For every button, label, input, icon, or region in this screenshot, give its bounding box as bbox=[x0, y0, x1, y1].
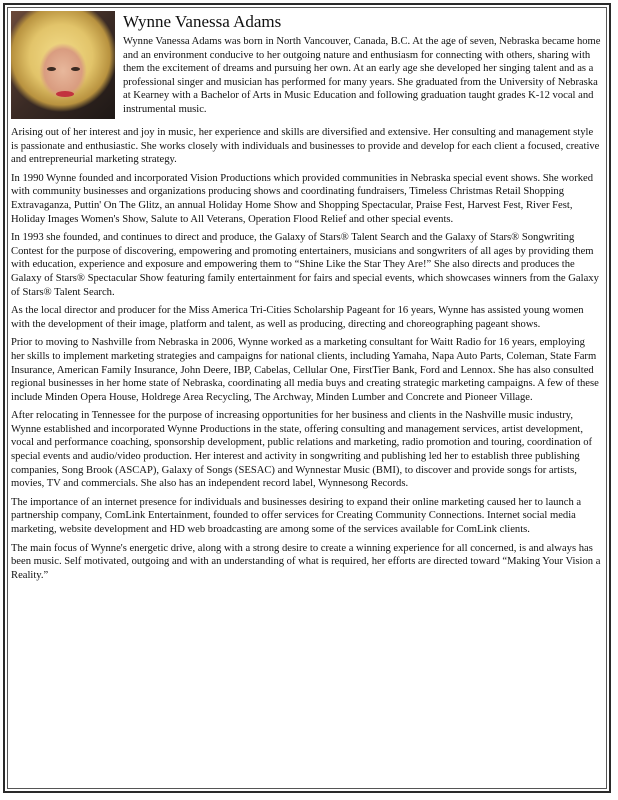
bio-paragraph: As the local director and producer for the Miss America Tri-Cities Scholarship Pageant for 16 years, Wynne has assisted young women with the development of their image, platform and talent, as well as producing, directing and choreographing pageant shows. bbox=[11, 305, 584, 330]
portrait-photo bbox=[11, 11, 115, 119]
bio-paragraph: The importance of an internet presence for individuals and businesses desiring to expand their online marketing caused her to launch a partnership company, ComLink Entertainment, founded to offer services for Creating Community Connections. Internet social media marketing, website development and HD web broadcasting are among some of the services available for ComLink clients. bbox=[11, 496, 582, 536]
biography-content bbox=[11, 11, 601, 582]
intro-paragraph: Wynne Vanessa Adams was born in North Vancouver, Canada, B.C. At the age of seven, Nebraska became home and an environment conducive to her outgoing nature and enthusiasm for connecting with others, sharing with them the excitement of dreams and pursuing her own. At an early age she developed her singing talent and as a professional singer and musician has performed for many years. She graduated from the University of Nebraska at Kearney with a Bachelor of Arts in Music Education and following graduation taught grades K-12 vocal and instrumental music. bbox=[123, 36, 601, 115]
bio-paragraph: In 1990 Wynne founded and incorporated Vision Productions which provided communities in Nebraska special event shows. She worked with community businesses and organizations producing shows and coordinating fundraisers, Timeless Christmas Retail Shopping Extravaganza, Puttin' On The Glitz, an annual Holiday Home Show and Shopping Spectacular, Praise Fest, Harvest Fest, River Fest, Holiday Images Women's Show, Salute to All Veterans, Operation Flood Relief and other special events. bbox=[11, 172, 594, 225]
bio-paragraph: After relocating in Tennessee for the purpose of increasing opportunities for her business and clients in the Nashville music industry, Wynne established and incorporated Wynne Productions in the state, offering consulting and management services, artist development, vocal and performance coaching, sponsorship development, public relations and marketing, radio promotion and touring, coordination of special events and audio/video production. Her interest and activity in songwriting and publishing led her to establish three publishing companies, Song Brook (ASCAP), Galaxy of Songs (SESAC) and Wynnestar Music (BMI), to discover and provide songs for artists, movies, TV and commercials. She also has an independent record label, Wynnesong Records. bbox=[11, 410, 593, 490]
bio-paragraph: Arising out of her interest and joy in music, her experience and skills are diversified and extensive. Her consulting and management style is passionate and enthusiastic. She works closely with individuals and businesses to provide and develop for each client a focused, creative and entrepreneurial marketing strategy. bbox=[11, 127, 600, 166]
portrait-lips bbox=[56, 91, 74, 97]
portrait-eye-left bbox=[47, 67, 56, 71]
person-name-heading: Wynne Vanessa Adams bbox=[123, 12, 282, 31]
portrait-eye-right bbox=[71, 67, 80, 71]
biography-page bbox=[3, 3, 611, 793]
bio-paragraph: In 1993 she founded, and continues to direct and produce, the Galaxy of Stars® Talent Search and the Galaxy of Stars® Songwriting Contest for the purpose of discovering, empowering and promoting entertainers, musicians and songwriters of all ages by providing them with education, experience and exposure and empowering them to “Shine Like the Star They Are!” She also directs and produces the Galaxy of Stars® Spectacular Show featuring family entertainment for fairs and special events, which showcases winners from the Galaxy of Stars® Talent Search. bbox=[11, 232, 599, 298]
bio-paragraph: The main focus of Wynne's energetic drive, along with a strong desire to create a winning experience for all concerned, is and always has been music. Self motivated, outgoing and with an understanding of what is required, her efforts are directed toward “Making Your Vision a Reality.” bbox=[11, 542, 601, 581]
bio-paragraph: Prior to moving to Nashville from Nebraska in 2006, Wynne worked as a marketing consultant for Waitt Radio for 16 years, employing her skills to implement marketing strategies and campaigns for national clients, including Yamaha, Napa Auto Parts, Coleman, State Farm Insurance, American Family Insurance, John Deere, IBP, Cabelas, Cellular One, FirstTier Bank, Ford and Lennox. She has also consulted regional businesses in her home state of Nebraska, coordinating all media buys and creating strategic marketing campaigns. A few of these include Minden Opera House, Holdrege Area Recycling, The Archway, Minden Lumber and Concrete and Pioneer Village. bbox=[11, 337, 599, 403]
